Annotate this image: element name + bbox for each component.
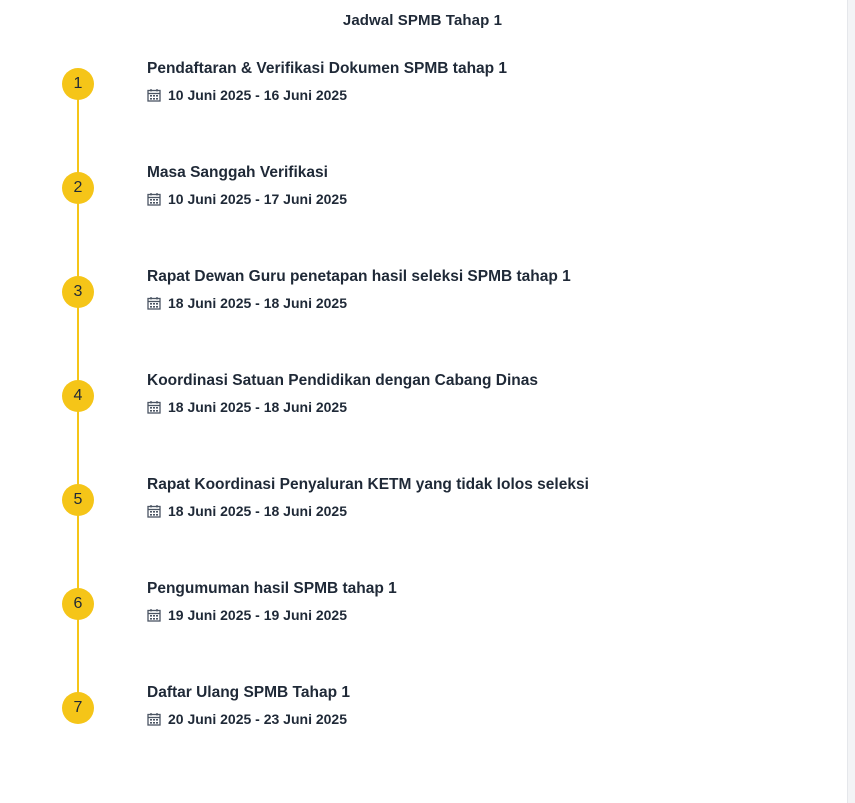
step-date-text: 10 Juni 2025 - 16 Juni 2025	[168, 87, 347, 103]
timeline-step-4	[0, 372, 845, 440]
step-date	[147, 190, 347, 208]
step-title: Rapat Dewan Guru penetapan hasil seleksi SPMB tahap 1	[147, 268, 571, 285]
calendar-icon	[147, 608, 161, 622]
step-number-badge: 2	[62, 172, 94, 204]
timeline-step-6	[0, 580, 845, 648]
step-date-text: 18 Juni 2025 - 18 Juni 2025	[168, 295, 347, 311]
step-date	[147, 86, 347, 104]
calendar-icon	[147, 712, 161, 726]
step-number-badge: 6	[62, 588, 94, 620]
timeline-step-1	[0, 60, 845, 128]
step-date-text: 19 Juni 2025 - 19 Juni 2025	[168, 607, 347, 623]
step-title: Rapat Koordinasi Penyaluran KETM yang tidak lolos seleksi	[147, 476, 589, 493]
step-date	[147, 502, 347, 520]
step-number-badge: 1	[62, 68, 94, 100]
calendar-icon	[147, 400, 161, 414]
calendar-icon	[147, 88, 161, 102]
step-title: Daftar Ulang SPMB Tahap 1	[147, 684, 350, 701]
step-date	[147, 710, 347, 728]
calendar-icon	[147, 296, 161, 310]
scrollbar-track[interactable]	[847, 0, 855, 803]
timeline-step-7	[0, 684, 845, 752]
calendar-icon	[147, 504, 161, 518]
step-date	[147, 606, 347, 624]
step-title: Pengumuman hasil SPMB tahap 1	[147, 580, 397, 597]
step-number-badge: 4	[62, 380, 94, 412]
step-number-badge: 5	[62, 484, 94, 516]
timeline-step-5	[0, 476, 845, 544]
step-date	[147, 398, 347, 416]
step-date-text: 10 Juni 2025 - 17 Juni 2025	[168, 191, 347, 207]
step-number-badge: 3	[62, 276, 94, 308]
step-date-text: 20 Juni 2025 - 23 Juni 2025	[168, 711, 347, 727]
step-title: Koordinasi Satuan Pendidikan dengan Cabang Dinas	[147, 372, 539, 389]
step-date	[147, 294, 347, 312]
step-date-text: 18 Juni 2025 - 18 Juni 2025	[168, 399, 347, 415]
calendar-icon	[147, 192, 161, 206]
step-number-badge: 7	[62, 692, 94, 724]
timeline-step-2	[0, 164, 845, 232]
page-title: Jadwal SPMB Tahap 1	[342, 12, 503, 29]
timeline-step-3	[0, 268, 845, 336]
step-title: Pendaftaran & Verifikasi Dokumen SPMB tahap 1	[147, 60, 508, 77]
step-date-text: 18 Juni 2025 - 18 Juni 2025	[168, 503, 347, 519]
step-title: Masa Sanggah Verifikasi	[147, 164, 328, 181]
